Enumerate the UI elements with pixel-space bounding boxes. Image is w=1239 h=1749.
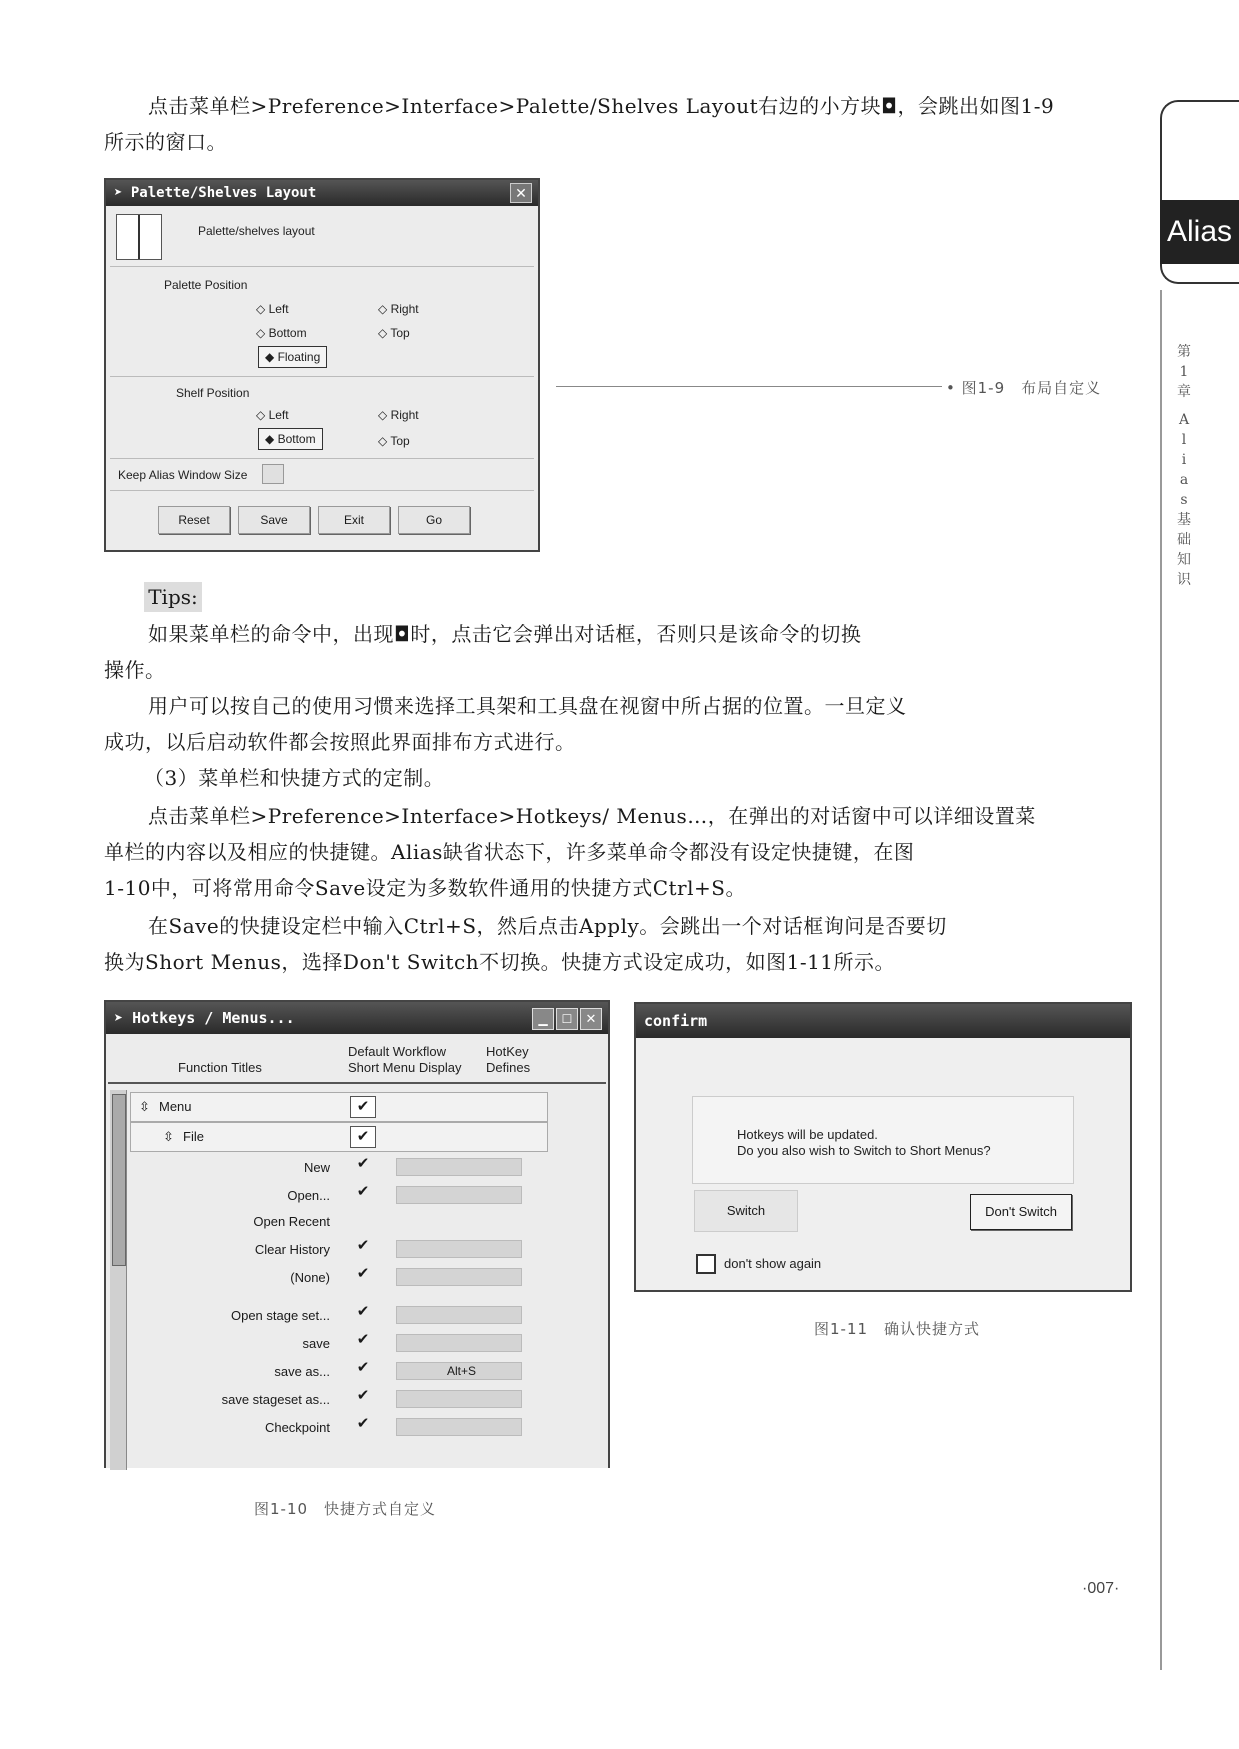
exit-button[interactable]: Exit <box>318 506 390 534</box>
row-label: (None) <box>290 1270 330 1285</box>
none-checkbox[interactable]: ✔ <box>356 1265 370 1282</box>
open-stage-set-checkbox[interactable]: ✔ <box>356 1303 370 1320</box>
go-button[interactable]: Go <box>398 506 470 534</box>
palette-bottom-radio[interactable]: ◇ Bottom <box>256 326 307 340</box>
new-checkbox[interactable]: ✔ <box>356 1155 370 1172</box>
palette-right-radio[interactable]: ◇ Right <box>378 302 419 316</box>
row-label: Clear History <box>254 1242 330 1257</box>
hotkey-field-save[interactable] <box>396 1334 522 1352</box>
hotkey-field-open-stage-set[interactable] <box>396 1306 522 1324</box>
close-icon[interactable]: ✕ <box>580 1008 602 1030</box>
col-short-menu-display: Short Menu Display <box>348 1060 462 1075</box>
paragraph-5-line-3: 1-10中，可将常用命令Save设定为多数软件通用的快捷方式Ctrl+S。 <box>104 876 746 900</box>
hotkey-field-none[interactable] <box>396 1268 522 1286</box>
row-label: Menu <box>159 1099 192 1114</box>
dont-switch-button[interactable]: Don't Switch <box>970 1194 1072 1230</box>
palette-window-titlebar <box>106 180 538 206</box>
save-checkbox[interactable]: ✔ <box>356 1331 370 1348</box>
hotkey-field-save-as[interactable]: Alt+S <box>396 1362 522 1380</box>
list-item[interactable] <box>130 1122 548 1152</box>
save-stageset-as-checkbox[interactable]: ✔ <box>356 1387 370 1404</box>
col-function-titles: Function Titles <box>178 1060 262 1075</box>
confirm-message-line-2: Do you also wish to Switch to Short Menus? <box>737 1143 991 1158</box>
paragraph-6-line-1: 在Save的快捷设定栏中输入Ctrl+S，然后点击Apply。会跳出一个对话框询问是否要切 <box>148 914 947 938</box>
caption-fig-1-11: 图1-11 确认快捷方式 <box>814 1320 981 1338</box>
paragraph-6-line-2: 换为Short Menus，选择Don't Switch不切换。快捷方式设定成功，如图1-11所示。 <box>104 950 896 974</box>
paragraph-2-line-2: 操作。 <box>104 658 166 682</box>
arrow-icon: ➤ <box>114 185 131 201</box>
confirm-message-line-1: Hotkeys will be updated. <box>737 1127 878 1142</box>
paragraph-5-line-2: 单栏的内容以及相应的快捷键。Alias缺省状态下，许多菜单命令都没有设定快捷键，在图 <box>104 840 915 864</box>
confirm-dialog-title: confirm <box>636 1004 1130 1038</box>
save-as-checkbox[interactable]: ✔ <box>356 1359 370 1376</box>
hotkey-field-open[interactable] <box>396 1186 522 1204</box>
file-checkbox[interactable]: ✔ <box>350 1126 376 1148</box>
shelf-bottom-radio[interactable]: ◆ Bottom <box>258 428 323 450</box>
shelf-position-label: Shelf Position <box>176 386 250 400</box>
arrow-icon: ➤ <box>114 1009 133 1027</box>
row-label: Open Recent <box>253 1214 330 1229</box>
palette-position-label: Palette Position <box>164 278 248 292</box>
margin-rule <box>1160 290 1162 1670</box>
dont-show-label: don't show again <box>724 1256 822 1271</box>
page-number: ·007· <box>1082 1580 1120 1597</box>
paragraph-2-line-1: 如果菜单栏的命令中，出现◘时，点击它会弹出对话框，否则只是该命令的切换 <box>148 622 862 646</box>
shelf-top-radio[interactable]: ◇ Top <box>378 434 410 448</box>
hotkeys-window <box>104 1000 610 1468</box>
row-label: save stageset as... <box>221 1392 330 1407</box>
paragraph-4: （3）菜单栏和快捷方式的定制。 <box>144 766 445 790</box>
paragraph-5-line-1: 点击菜单栏>Preference>Interface>Hotkeys/ Menus…，在弹出的对话窗中可以详细设置菜 <box>148 804 1036 828</box>
message-box <box>692 1096 1074 1184</box>
palette-floating-radio[interactable]: ◆ Floating <box>258 346 327 368</box>
dont-show-checkbox[interactable] <box>696 1254 716 1274</box>
palette-window-title: Palette/Shelves Layout <box>130 185 317 201</box>
checkpoint-checkbox[interactable]: ✔ <box>356 1415 370 1432</box>
close-icon[interactable]: ✕ <box>510 183 532 203</box>
shelf-right-radio[interactable]: ◇ Right <box>378 408 419 422</box>
clear-history-checkbox[interactable]: ✔ <box>356 1237 370 1254</box>
list-item[interactable] <box>130 1092 548 1122</box>
palette-shelves-window <box>104 178 540 552</box>
row-label: save as... <box>274 1364 330 1379</box>
col-default-workflow: Default Workflow <box>348 1044 447 1059</box>
minimize-icon[interactable]: ▁ <box>532 1008 554 1030</box>
row-label: save <box>302 1336 330 1351</box>
switch-button[interactable]: Switch <box>694 1190 798 1232</box>
keep-window-size-label: Keep Alias Window Size <box>118 468 248 482</box>
tips-label: Tips: <box>144 582 202 612</box>
reset-button[interactable]: Reset <box>158 506 230 534</box>
paragraph-1-line-2: 所示的窗口。 <box>104 130 227 154</box>
hotkey-field-checkpoint[interactable] <box>396 1418 522 1436</box>
hotkey-field-save-stageset-as[interactable] <box>396 1390 522 1408</box>
open-checkbox[interactable]: ✔ <box>356 1183 370 1200</box>
row-label: Open... <box>287 1188 330 1203</box>
menu-checkbox[interactable]: ✔ <box>350 1096 376 1118</box>
paragraph-1-line-1: 点击菜单栏>Preference>Interface>Palette/Shelves Layout右边的小方块◘，会跳出如图1-9 <box>148 94 1055 118</box>
hotkey-field-new[interactable] <box>396 1158 522 1176</box>
keep-window-size-checkbox[interactable] <box>262 464 284 484</box>
row-label: New <box>303 1160 330 1175</box>
caption-fig-1-9: • 图1-9 布局自定义 <box>946 379 1102 397</box>
paragraph-3-line-1: 用户可以按自己的使用习惯来选择工具架和工具盘在视窗中所占据的位置。一旦定义 <box>148 694 907 718</box>
palette-header-label: Palette/shelves layout <box>198 224 315 238</box>
scrollbar[interactable] <box>110 1090 127 1470</box>
save-button[interactable]: Save <box>238 506 310 534</box>
chapter-vertical-label: 第 1 章 A l i a s 基 础 知 识 <box>1177 344 1191 588</box>
caption-leader-line <box>556 386 942 387</box>
palette-left-radio[interactable]: ◇ Left <box>256 302 289 316</box>
shelf-left-radio[interactable]: ◇ Left <box>256 408 289 422</box>
palette-top-radio[interactable]: ◇ Top <box>378 326 410 340</box>
hotkeys-window-title: Hotkeys / Menus... <box>132 1009 295 1027</box>
paragraph-3-line-2: 成功，以后启动软件都会按照此界面排布方式进行。 <box>104 730 576 754</box>
scrollbar-thumb[interactable] <box>112 1094 126 1266</box>
expand-icon[interactable]: ⇳ <box>139 1099 150 1114</box>
col-defines: Defines <box>486 1060 531 1075</box>
row-label: Checkpoint <box>264 1420 330 1435</box>
row-label: Open stage set... <box>230 1308 330 1323</box>
row-label: File <box>183 1129 204 1144</box>
layout-grid-icon <box>116 214 162 260</box>
maximize-icon[interactable]: ☐ <box>556 1008 578 1030</box>
caption-fig-1-10: 图1-10 快捷方式自定义 <box>254 1500 437 1518</box>
confirm-dialog <box>634 1002 1132 1292</box>
hotkey-field-clear-history[interactable] <box>396 1240 522 1258</box>
expand-icon[interactable]: ⇳ <box>163 1129 174 1144</box>
col-hotkey: HotKey <box>486 1044 529 1059</box>
alias-tab-label: Alias <box>1160 200 1239 264</box>
